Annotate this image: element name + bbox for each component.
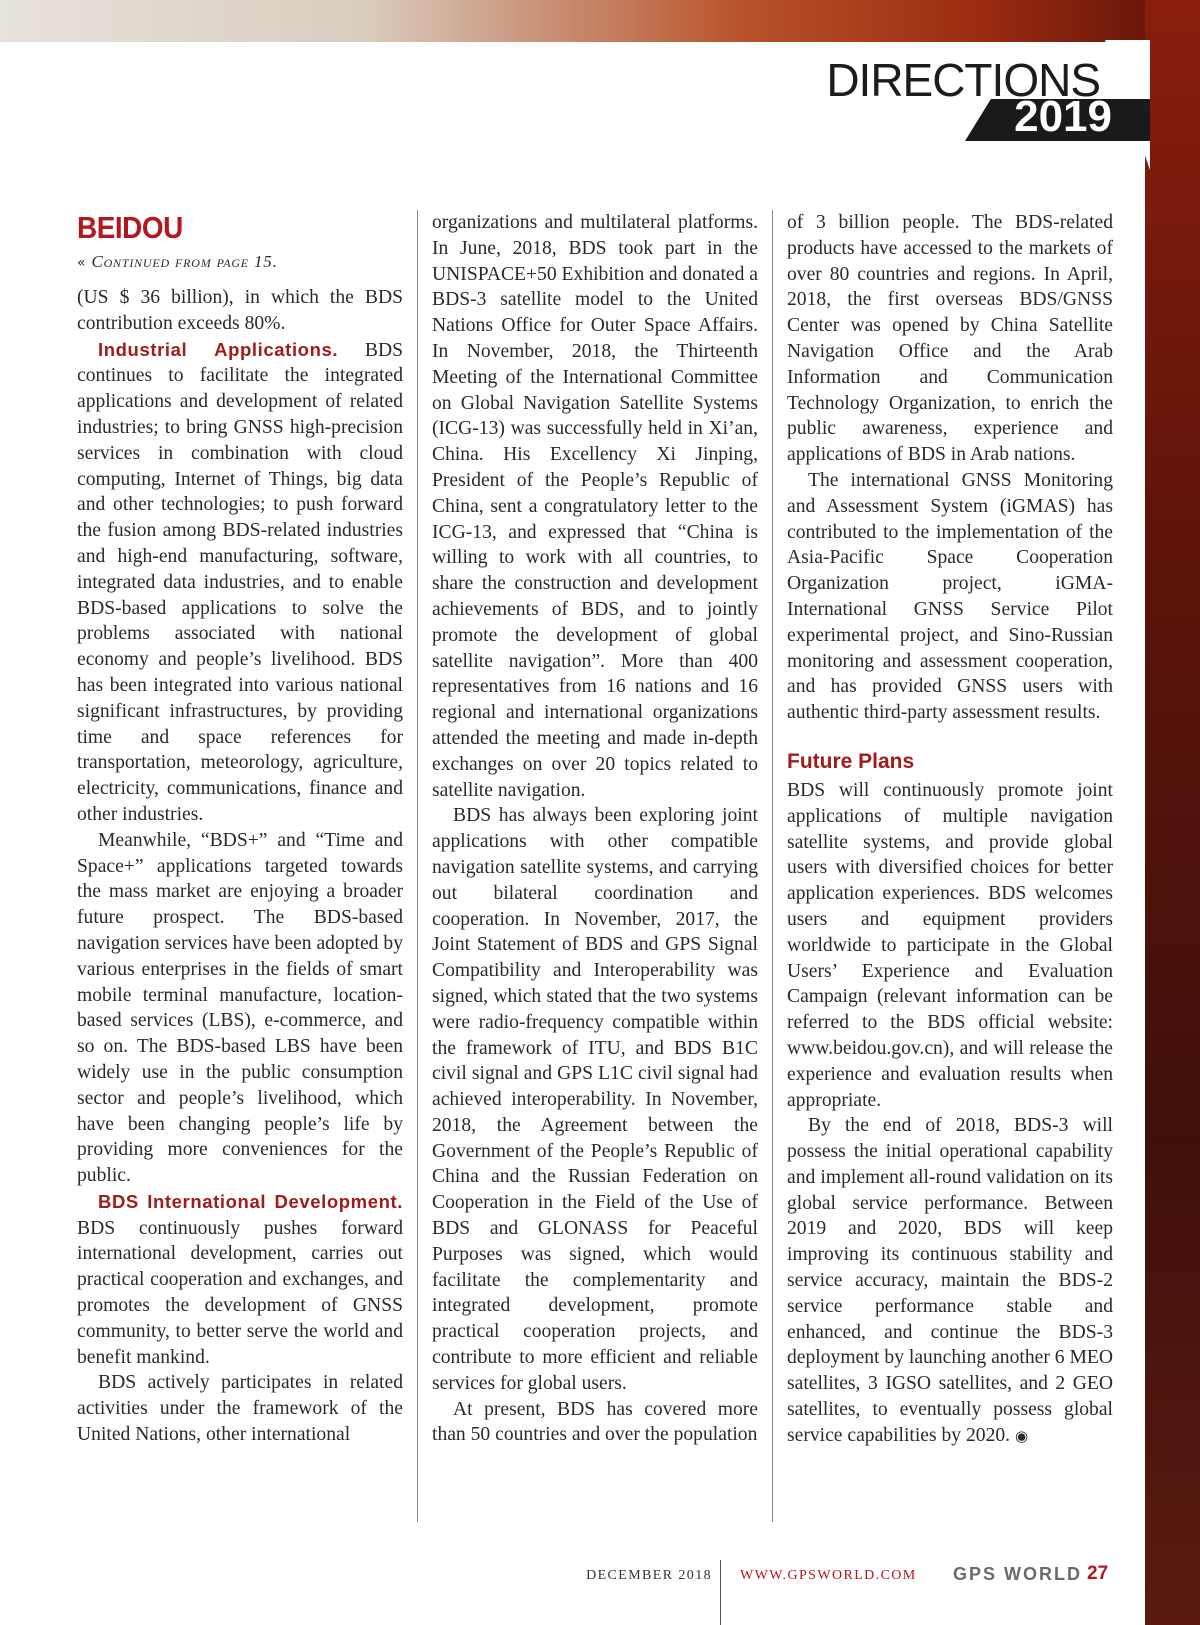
footer-url-link[interactable]: WWW.GPSWORLD.COM: [740, 1568, 917, 1583]
continued-text: Continued from page 15.: [91, 252, 278, 271]
masthead: [826, 54, 1150, 145]
continued-note[interactable]: [77, 250, 403, 275]
paragraph-text: By the end of 2018, BDS-3 will possess the initial operational capability and implement all-round validation on its global service performance. Between 2019 and 2020, BDS will keep improving its continuous stability and service accuracy, maintain the BDS-2 service performance stable and enhanced, and continue the BDS-3 deployment by launching another 6 MEO satellites, 3 IGSO satellites, and 2 GEO satellites, to eventually possess global service capabilities by 2020.: [787, 1115, 1113, 1446]
page-number: 27: [1087, 1563, 1109, 1584]
paragraph: BDS has always been exploring joint applications with other compatible navigation satellite systems, and carrying out bilateral coordination and cooperation. In November, 2017, the Joint Statement of BDS and GPS Signal Compatibility and Interoperability was signed, which stated that the two systems were radio-frequency compatible within the framework of ITU, and BDS B1C civil signal and GPS L1C civil signal had achieved interoperability. In November, 2018, the Agreement between the Government of the People’s Republic of China and the Russian Federation on Cooperation in the Field of the Use of BDS and GLONASS for Peaceful Purposes was signed, which would facilitate the complementarity and integrated development, promote practical cooperation projects, and contribute to more efficient and reliable services for global users.: [432, 805, 758, 1394]
paragraph-text: BDS continues to facilitate the integrated applications and development of related industries; to bring GNSS high-precision services in combination with cloud computing, Internet of Things, big data and other technologies; to push forward the fusion among BDS-related industries and high-end manufacturing, software, integrated data industries, and to enable BDS-based applications to solve the problems associated with national economy and people’s livelihood. BDS has been integrated into various national significant infrastructures, by providing time and space references for transportation, meteorology, agriculture, electricity, communications, finance and other industries.: [77, 339, 403, 825]
masthead-year: 2019: [1014, 92, 1112, 141]
paragraph-continuation: of 3 billion people. The BDS-related products have accessed to the markets of over 80 countries and regions. In April, 2018, the first overseas BDS/GNSS Center was opened by China Satellite Navigation Office and the Arab Information and Communication Technology Organization, to enrich the public awareness, experience and applications of BDS in Arab nations.: [787, 212, 1113, 466]
right-decorative-band: [1145, 0, 1200, 1625]
paragraph: [77, 1189, 403, 1371]
masthead-title: DIRECTIONS: [826, 54, 1100, 106]
paragraph-continuation: organizations and multilateral platforms. In June, 2018, BDS took part in the UNISPACE+50 Exhibition and donated a BDS-3 satellite model to the United Nations Office for Outer Space Affairs. In November, 2018, the Thirteenth Meeting of the International Committee on Global Navigation Satellite Systems (ICG-13) was successfully held in Xi’an, China. His Excellency Xi Jinping, President of the People’s Republic of China, sent a congratulatory letter to the ICG-13, and expressed that “China is willing to work with all countries, to share the construction and development achievements of BDS, and to jointly promote the development of global satellite navigation”. More than 400 representatives from 16 nations and 16 regional and international organizations attended the meeting and made in-depth exchanges on over 20 topics related to satellite navigation.: [432, 212, 758, 801]
double-chevron-left-icon: «: [77, 255, 87, 271]
future-plans-heading: Future Plans: [787, 749, 915, 773]
paragraph: [787, 1113, 1113, 1449]
paragraph-text: BDS continuously pushes forward international development, carries out practical cooperation and exchanges, and promotes the development of GNSS community, to better serve the world and benefit mankind.: [77, 1217, 403, 1368]
paragraph-lead: Industrial Applications.: [98, 338, 339, 360]
footer-divider: [720, 1560, 721, 1625]
paragraph-lead: BDS International Development.: [98, 1190, 403, 1212]
paragraph: At present, BDS has covered more than 50 countries and over the population: [432, 1398, 758, 1446]
paragraph: BDS will continuously promote joint applications of multiple navigation satellite systems, and provide global users with diversified choices for better application experiences. BDS welcomes users and equipment providers worldwide to participate in the Global Users’ Experience and Evaluation Campaign (relevant information can be referred to the BDS official website: www.beidou.gov.cn), and will release the experience and evaluation results when appropriate.: [787, 779, 1113, 1111]
article-column: [432, 210, 758, 1448]
paragraph: The international GNSS Monitoring and Assessment System (iGMAS) has contributed to the implementation of the Asia-Pacific Space Cooperation Organization project, iGMA-International GNSS Service Pilot experimental project, and Sino-Russian monitoring and assessment cooperation, and has provided GNSS users with authentic third-party assessment results.: [787, 469, 1113, 724]
top-decorative-band: [0, 0, 1200, 42]
paragraph: (US $ 36 billion), in which the BDS contribution exceeds 80%.: [77, 287, 403, 334]
paragraph: [77, 337, 403, 828]
paragraph: Meanwhile, “BDS+” and “Time and Space+” applications targeted towards the mass market are enjoying a broader future prospect. The BDS-based navigation services have been adopted by various enterprises in the fields of smart mobile terminal manufacture, location-based services (LBS), e-commerce, and so on. The BDS-based LBS have been widely use in the public consumption sector and people’s livelihood, which have been changing people’s life by providing more conveniences for the public.: [77, 829, 403, 1187]
article-column: [787, 210, 1113, 1450]
paragraph: BDS actively participates in related activities under the framework of the United Nations, other international: [77, 1372, 403, 1446]
article-column: [77, 210, 403, 1448]
column-divider: [417, 210, 418, 1522]
globe-end-mark-icon: ◉: [1015, 1426, 1029, 1445]
column-divider: [772, 210, 773, 1522]
page-footer: [0, 1560, 1200, 1625]
footer-brand: GPS WORLD: [953, 1564, 1082, 1584]
section-title: BEIDOU: [77, 210, 183, 245]
footer-date: DECEMBER 2018: [586, 1568, 712, 1583]
